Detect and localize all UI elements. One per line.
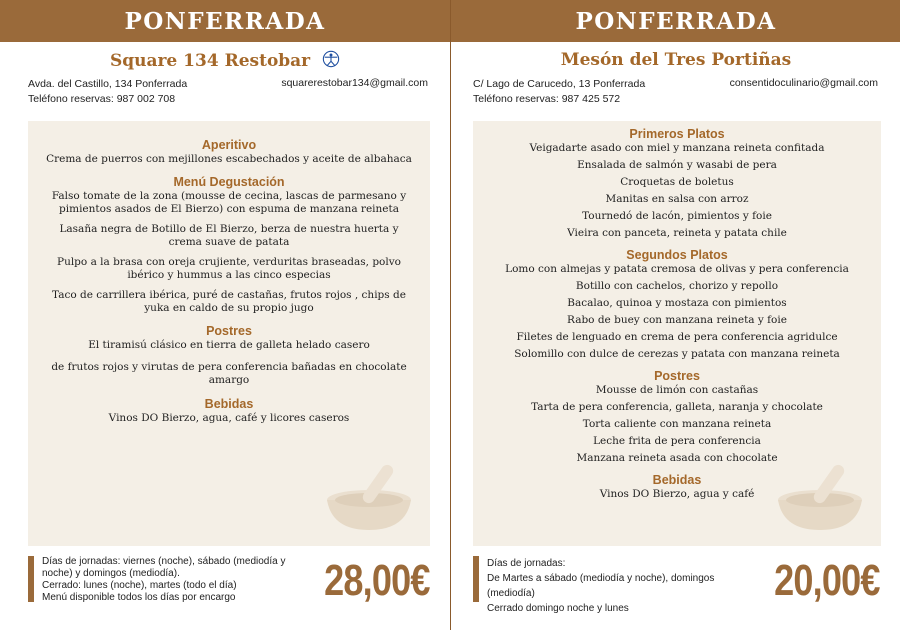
section-title: Bebidas — [204, 397, 254, 411]
section-title: Menú Degustación — [173, 175, 285, 189]
restaurant-title — [0, 50, 450, 73]
menu-item: El tiramisú clásico en tierra de galleta helado casero — [88, 339, 370, 351]
menu-item: Tournedó de lacón, pimientos y foie — [582, 210, 772, 222]
menu-item: de frutos rojos y virutas de pera conferencia bañadas en chocolate amargo — [51, 361, 407, 386]
vitruvian-man-icon — [322, 50, 340, 73]
opening-info — [487, 556, 757, 616]
section-title: Segundos Platos — [626, 248, 728, 262]
menu-item: Manzana reineta asada con chocolate — [576, 452, 778, 464]
menu-item: Botillo con cachelos, chorizo y repollo — [575, 280, 779, 292]
opening-line: Menú disponible todos los días por encargo — [42, 592, 236, 603]
menu-item: Taco de carrillera ibérica, puré de castañas, frutos rojos , chips de yuka en caldo de su propio jugo — [52, 289, 406, 314]
menu-item: Croquetas de boletus — [620, 176, 734, 188]
opening-line: De Martes a sábado (mediodía y noche), domingos (mediodía) — [487, 573, 715, 599]
phone-line: Teléfono reservas: 987 425 572 — [473, 93, 621, 105]
section-title: Primeros Platos — [629, 127, 725, 141]
menu-item: Vinos DO Bierzo, agua, café y licores caseros — [108, 412, 350, 424]
mortar-pestle-icon — [314, 456, 424, 540]
menu-item: Tarta de pera conferencia, galleta, naranja y chocolate — [531, 401, 823, 413]
address-line: Avda. del Castillo, 134 Ponferrada — [28, 78, 188, 90]
menu-section-primeros — [473, 126, 881, 240]
menu-item: Lomo con almejas y patata cremosa de olivas y pera conferencia — [505, 263, 849, 275]
menu-box — [473, 121, 881, 546]
menu-item: Vinos DO Bierzo, agua y café — [599, 488, 755, 500]
phone-line: Teléfono reservas: 987 002 708 — [28, 93, 176, 105]
menu-section-bebidas — [28, 396, 430, 425]
menu-content — [28, 121, 430, 425]
menu-content — [473, 121, 881, 501]
city-banner — [451, 0, 900, 42]
menu-item: Filetes de lenguado en crema de pera conferencia agridulce — [516, 331, 838, 343]
menu-section-segundos — [473, 247, 881, 361]
menu-box — [28, 121, 430, 546]
opening-info — [42, 556, 312, 604]
menu-item: Rabo de buey con manzana reineta y foie — [567, 314, 787, 326]
menu-item: Vieira con panceta, reineta y patata chile — [567, 227, 787, 239]
menu-item: Ensalada de salmón y wasabi de pera — [577, 159, 777, 171]
menu-item: Falso tomate de la zona (mousse de cecina, lascas de parmesano y pimientos asados de El Bierzo) con espuma de manzana reineta — [51, 190, 407, 215]
menu-section-postres — [28, 323, 430, 387]
opening-line: Cerrado: lunes (noche), martes (todo el día) — [42, 580, 237, 591]
section-title: Bebidas — [652, 473, 702, 487]
address-line: C/ Lago de Carucedo, 13 Ponferrada — [473, 78, 646, 90]
menu-item: Lasaña negra de Botillo de El Bierzo, berza de nuestra huerta y crema suave de patata — [59, 223, 399, 248]
menu-item: Bacalao, quinoa y mostaza con pimientos — [567, 297, 787, 309]
menu-section-aperitivo — [28, 137, 430, 166]
menu-item: Torta caliente con manzana reineta — [582, 418, 772, 430]
email-address[interactable]: squarerestobar134@gmail.com — [281, 77, 428, 89]
city-banner — [0, 0, 450, 42]
footer-accent-bar — [28, 556, 34, 602]
email-address[interactable]: consentidoculinario@gmail.com — [729, 77, 878, 89]
menu-item: Leche frita de pera conferencia — [593, 435, 761, 447]
footer-accent-bar — [473, 556, 479, 602]
section-title: Postres — [206, 324, 252, 338]
menu-price: 20,00€ — [774, 556, 880, 605]
menu-section-postres — [473, 368, 881, 465]
city-title: PONFERRADA — [124, 7, 326, 35]
city-title: PONFERRADA — [575, 7, 777, 35]
section-title: Aperitivo — [201, 138, 257, 152]
restaurant-name: Square 134 Restobar — [109, 51, 311, 71]
address-block — [473, 77, 645, 107]
menu-section-bebidas — [473, 472, 881, 501]
opening-line: Cerrado domingo noche y lunes — [487, 603, 629, 614]
opening-line: Días de jornadas: — [487, 558, 566, 569]
menu-item: Mousse de limón con castañas — [595, 384, 759, 396]
menu-section-degustacion — [28, 174, 430, 315]
opening-line: Días de jornadas: viernes (noche), sábado (mediodía y noche) y domingos (mediodía). — [42, 556, 286, 579]
restaurant-title — [451, 50, 900, 70]
menu-page-right — [450, 0, 900, 630]
menu-item: Crema de puerros con mejillones escabechados y aceite de albahaca — [46, 153, 412, 165]
restaurant-name: Mesón del Tres Portiñas — [560, 50, 792, 70]
address-block — [28, 77, 187, 107]
menu-item: Pulpo a la brasa con oreja crujiente, verduritas braseadas, polvo ibérico y hummus a las cinco especias — [57, 256, 401, 281]
menu-item: Manitas en salsa con arroz — [605, 193, 749, 205]
menu-price: 28,00€ — [324, 556, 430, 605]
menu-item: Solomillo con dulce de cerezas y patata con manzana reineta — [514, 348, 840, 360]
menu-item: Veigadarte asado con miel y manzana reineta confitada — [529, 142, 825, 154]
section-title: Postres — [654, 369, 700, 383]
